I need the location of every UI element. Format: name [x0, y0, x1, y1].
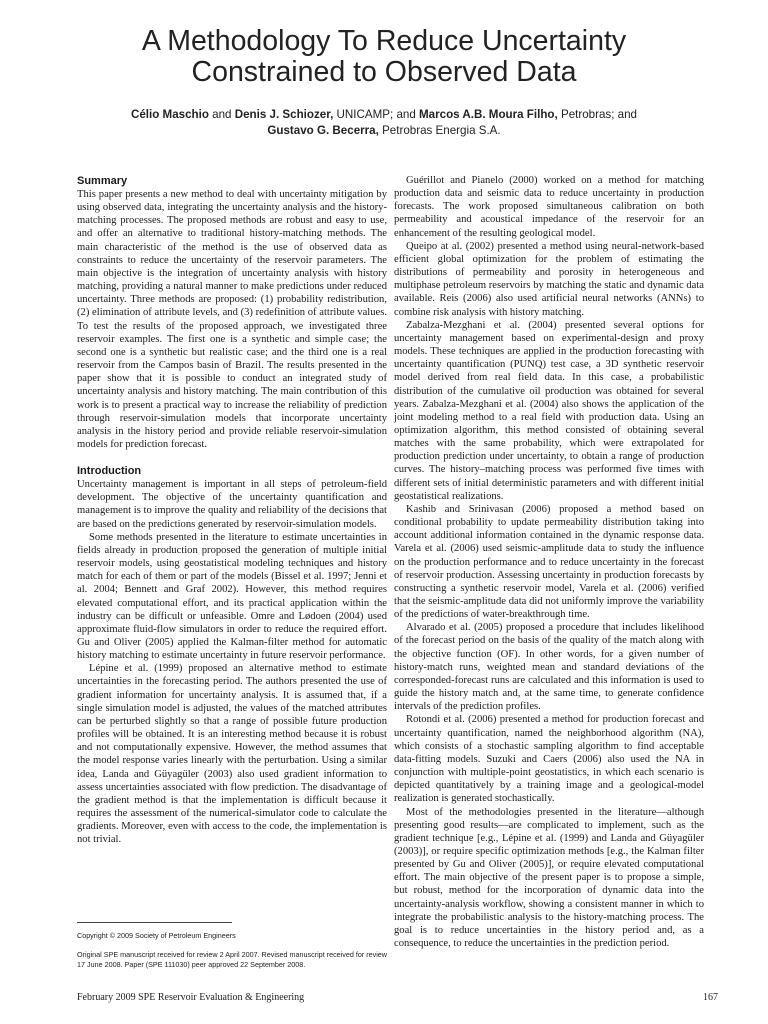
author-1: Célio Maschio	[130, 108, 209, 121]
right-paragraph-2: Queipo at al. (2002) presented a method using neural-network-based efficient global optimization for the problem of estimating the distributions of permeability and porosity in heterogeneous and multiphase petroleum reservoirs by matching the static and dynamic data available. Reis (2006) also used artificial neural networks (ANNs) to combine risk analysis with history matching.	[394, 240, 704, 318]
intro-paragraph-1: Uncertainty management is important in all steps of petroleum-field development. The objective of the uncertainty quantification and management is to improve the quality and reliability of the decisions that are based on the predictions generated by reservoir-simulation models.	[77, 479, 387, 530]
right-paragraph-1: Guérillot and Pianelo (2000) worked on a method for matching production data and seismic data to reduce uncertainty in production forecasts. The work proposed simultaneous calibration on both permeability and acoustical impedance of the reservoir for an enhancement of the resulting geological model.	[394, 175, 704, 239]
author-conj-1: and	[208, 108, 235, 121]
summary-text: This paper presents a new method to deal with uncertainty mitigation by using observed data, integrating the uncertainty analysis and the history-matching processes. The proposed methods are robust and easy to use, and offer an alternative to traditional history-matching methods. The main characteristic of the method is the use of observed data as constraints to reduce the uncertainty of the reservoir parameters. The main objective is the integration of uncertainty analysis with history matching, providing a natural manner to make predictions under reduced uncertainty. Three methods are proposed: (1) probability redistribution, (2) elimination of attribute levels, and (3) redefinition of attribute values. To test the results of the proposed approach, we investigated three reservoir examples. The first one is a synthetic and simple case; the second one is a synthetic but realistic case; and the third one is a real reservoir from the Campos basin of Brazil. The results presented in the paper show that it is possible to conduct an integrated study of uncertainty analysis and history matching. The main contribution of this work is to present a practical way to increase the reliability of prediction through reservoir-simulation models that incorporate uncertainty analysis in the history period and provide reliable reservoir-simulation models for prediction forecast.	[77, 189, 387, 450]
title-line-2: Constrained to Observed Data	[191, 56, 577, 88]
right-paragraph-7: Most of the methodologies presented in the literature—although presenting good results—are complicated to implement, such as the gradient technique [e.g., Lépine et al. (1999) and Landa and Güyagüler (2003)], or require specific optimization methods [e.g., the Kalman filter presented by Gu and Oliver (2005)], or require elevated computational effort. The main objective of the present paper is to propose a simple, but robust, method for the incorporation of dynamic data into the uncertainty-analysis workflow, showing a consistent manner in which to integrate the probabilistic analysis to the history-matching process. The goal is to reduce uncertainties in the history period and, as a consequence, to reduce the uncertainties in the prediction period.	[394, 806, 704, 950]
right-paragraph-5: Alvarado et al. (2005) proposed a procedure that includes likelihood of the forecast period on the basis of the quality of the match along with the objective function (OF). In other words, for a given number of history-match runs, weighted mean and standard deviations of the corresponded-forecast runs are calculated and this information is used to guide the history match and, at the same time, to generate confidence intervals of the prediction profiles.	[394, 622, 704, 713]
paper-title	[0, 26, 768, 88]
footnote-divider	[77, 922, 232, 923]
summary-heading: Summary	[77, 175, 128, 187]
author-3: Marcos A.B. Moura Filho,	[419, 108, 558, 121]
intro-paragraph-2: Some methods presented in the literature to estimate uncertainties in fields already in production proposed the generation of multiple initial reservoir models, using geostatistical modeling techniques and history match for each of them or part of the models (Bissel et al. 1997; Jenni et al. 2004; Bennett and Graf 2002). However, this method requires elevated computational effort, and its practical application within the industry can be difficult or unfeasible. Omre and Lødoen (2004) used approximate fluid-flow simulators in order to reduce the required effort. Gu and Oliver (2005) applied the Kalman-filter method for automatic history matching to estimate uncertainty in future reservoir performance.	[77, 531, 387, 662]
manuscript-note: Original SPE manuscript received for review 2 April 2007. Revised manuscript received for review 17 June 2008. Paper (SPE 111030) peer approved 22 September 2008.	[77, 950, 387, 969]
affiliation-1: UNICAMP; and	[333, 108, 420, 121]
affiliation-2: Petrobras; and	[557, 108, 638, 121]
right-paragraph-6: Rotondi et al. (2006) presented a method for production forecast and uncertainty quantification, named the neighborhood algorithm (NA), which consists of a stochastic sampling algorithm to find acceptable data-fitting models. Suzuki and Caers (2006) also used the NA in conjunction with multiple-point geostatistics, in which each scenario is depicted quantitatively by a training image and a geological-model realization is generated stochastically.	[394, 714, 704, 805]
right-paragraph-4: Kashib and Srinivasan (2006) proposed a method based on conditional probability to update permeability distribution taking into account additional information contained in the dynamic response data. Varela et al. (2006) used seismic-amplitude data to study the influence on the production performance and to reduce uncertainty in the forecast of reservoir production. Assessing uncertainty in production forecasts by constructing a synthetic reservoir model, Varela et al. (2006) verified that the seismic-amplitude data did not uniformly improve the variability of the predictions of water-breakthrough time.	[394, 503, 704, 621]
journal-footer: February 2009 SPE Reservoir Evaluation & Engineering	[77, 992, 305, 1003]
author-4: Gustavo G. Becerra,	[267, 124, 379, 137]
affiliation-3: Petrobras Energia S.A.	[378, 124, 501, 137]
title-line-1: A Methodology To Reduce Uncertainty	[141, 25, 627, 57]
author-2: Denis J. Schiozer,	[234, 108, 334, 121]
page-number: 167	[703, 992, 718, 1003]
left-column	[77, 174, 387, 847]
right-column	[394, 174, 704, 950]
right-paragraph-3: Zabalza-Mezghani et al. (2004) presented several options for uncertainty management based on experimental-design and proxy models. These techniques are applied in the production forecasting with uncertainty quantification (PUNQ) test case, a 3D synthetic reservoir model derived from real field data. In this case, a probabilistic distribution of the cumulative oil production was obtained for several years. Zabalza-Mezghani et al. (2004) also shows the application of the joint modeling method to a real field with production data. Using an optimization algorithm, this method consisted of obtaining several matches with the same probability, which were extrapolated for production prediction under uncertainty, to obtain a range of production curves. The history–matching process was performed five times with different sets of initial deterministic parameters and with different initial geostatistical realizations.	[394, 319, 704, 502]
copyright-note: Copyright © 2009 Society of Petroleum Engineers	[77, 931, 236, 940]
introduction-heading: Introduction	[77, 465, 142, 478]
intro-paragraph-3: Lépine et al. (1999) proposed an alternative method to estimate uncertainties in the forecasting period. The authors presented the use of gradient information for uncertainty analysis. It is assumed that, if a single simulation model is adjusted, the values of the matched attributes can be perturbed slightly so that a range of possible future production profiles will be obtained. It is an interesting method because it is robust and not computationally expensive. However, the method assumes that the model response varies linearly with the perturbation. Using a similar idea, Landa and Güyagüler (2003) also used gradient information to assess uncertainties associated with flow prediction. The disadvantage of the gradient method is that the implementation is difficult because it requires the assessment of the numerical-simulator code to calculate the gradients. Moreover, even with access to the code, the implementation is not trivial.	[77, 663, 387, 846]
author-list	[60, 107, 708, 139]
